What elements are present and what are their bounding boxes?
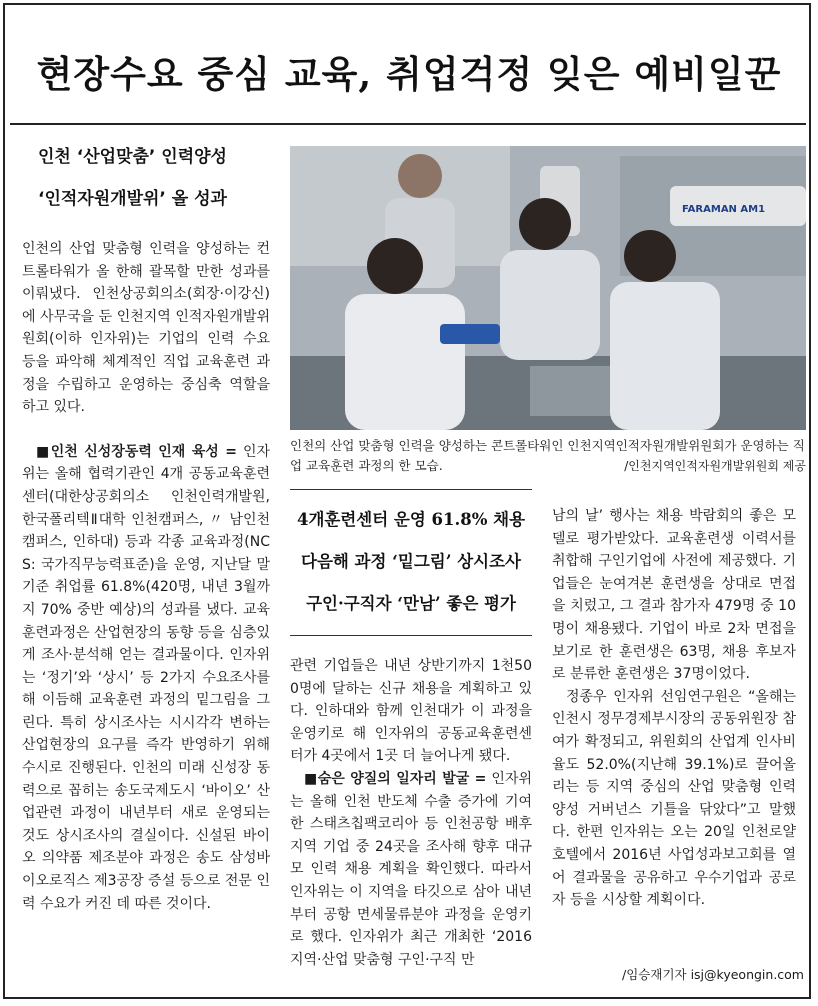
subhead-left [38, 136, 227, 220]
col1-para-1: 인천의 산업 맞춤형 인력을 양성하는 컨트롤타워가 올 한해 괄목할 만한 성과를 이뤄냈다. 인천상공회의소(회장·이강신)에 사무국을 둔 인천지역 인적자원개발위원회(이하 인자위)는 기업의 인력 수요 등을 파악해 체계적인 직업 교육훈련 과정을 수립하고 운영하는 중심축 역할을 하고 있다. [22, 241, 270, 416]
headline-rule [10, 123, 806, 125]
col2-section-heading: ■숨은 양질의 일자리 발굴 = [304, 770, 487, 787]
col2-para-1: 관련 기업들은 내년 상반기까지 1천500명에 달하는 신규 채용을 계획하고 있다. 인하대와 함께 인천대가 이 과정을 운영키로 해 인자위의 공동교육훈련센터가 4곳에서 1곳 더 늘어나게 됐다. [290, 658, 532, 765]
workshop-illustration [290, 146, 806, 430]
subhead-rule-top [290, 489, 532, 490]
robot-label: FARAMAN AM1 [682, 204, 766, 215]
subhead-mid-line-3: 구인·구직자 ‘만남’ 좋은 평가 [306, 594, 516, 613]
column-3 [552, 505, 796, 912]
col2-para-2-body: 인자위는 올해 인천 반도체 수출 증가에 기여한 스태츠칩팩코리아 등 인천공항 배후지역 기업 중 24곳을 조사해 향후 대규모 인력 채용 계획을 확인했다. 따라서 인자위는 이 지역을 타깃으로 삼아 내년부터 공항 면세물류분야 과정을 운영키로 했다. 인자위가 최근 개최한 ‘2016 지역·산업 맞춤형 구인·구직 만 [290, 770, 532, 968]
caption-text: 인천의 산업 맞춤형 인력을 양성하는 콘트롤타워인 인천지역인적자원개발위원회가 운영하는 직업 교육훈련 과정의 한 모습. [290, 438, 805, 473]
column-1 [22, 238, 270, 915]
news-photo [290, 146, 806, 430]
col1-para-2-body: 인자위는 올해 협력기관인 4개 공동교육훈련센터(대한상공회의소 인천인력개발원, 한국폴리텍Ⅱ대학 인천캠퍼스, 〃 남인천캠퍼스, 인하대) 등과 각종 교육과정(NCS: 국가직무능력표준)을 운영, 지난달 말 기준 취업률 61.8%(420명, 내년 3월까지 70% 중반 예상)의 성과를 냈다. 교육훈련과정은 산업현장의 동향 등을 심층있게 조사·분석해 얻는 결과물이다. 인자위는 ‘정기’와 ‘상시’ 등 2가지 수요조사를 해 이듬해 교육훈련 과정의 밑그림을 그린다. 특히 상시조사는 시시각각 변하는 산업현장의 요구를 즉각 반영하기 위해 수시로 진행된다. 인천의 미래 신성장 동력으로 꼽히는 송도국제도시 ‘바이오’ 산업관련 과정이 내년부터 새로 운영되는 것도 상시조사의 결실이다. 신설된 바이오 의약품 제조분야 과정은 송도 삼성바이오로직스 제3공장 증설 등으로 전문 인력 수요가 커진 데 따른 것이다. [22, 443, 270, 912]
col3-para-2: 정종우 인자위 선임연구원은 “올해는 인천시 정무경제부시장의 공동위원장 참여가 확정되고, 위원회의 산업계 인사비율도 52.0%(지난해 39.1%)로 끌어올리는 등 지역 중심의 산업 맞춤형 인력 양성 거버넌스 기틀을 닦았다”고 말했다. 한편 인자위는 오는 20일 인천로얄호텔에서 2016년 사업성과보고회를 열어 결과물을 공유하고 우수기업과 공로자 등을 시상할 계획이다. [552, 688, 796, 909]
subhead-left-line-2: ‘인적자원개발위’ 올 성과 [38, 189, 227, 209]
subhead-mid-line-2: 다음해 과정 ‘밑그림’ 상시조사 [301, 552, 521, 571]
col1-section-heading: ■인천 신성장동력 인재 육성 = [36, 443, 237, 460]
photo-credit: /인천지역인적자원개발위원회 제공 [624, 459, 806, 473]
subhead-left-line-1: 인천 ‘산업맞춤’ 인력양성 [38, 147, 227, 167]
column-2 [290, 655, 532, 971]
byline: /임승재기자 isj@kyeongin.com [622, 967, 804, 982]
col2-para-2 [290, 768, 532, 971]
headline: 현장수요 중심 교육, 취업걱정 잊은 예비일꾼 [36, 52, 782, 96]
photo-caption [290, 436, 806, 476]
col3-para-1: 남의 날’ 행사는 채용 박람회의 좋은 모델로 평가받았다. 교육훈련생 이력서를 취합해 구인기업에 사전에 제공했다. 기업들은 눈여겨본 훈련생을 상대로 면접을 치렀고, 그 결과 참가자 479명 중 10명이 채용됐다. 기업이 바로 2차 면접을 보기로 한 훈련생은 63명, 채용 후보자로 분류한 훈련생은 37명이었다. [552, 508, 796, 683]
subhead-mid-line-1: 4개훈련센터 운영 61.8% 채용 [296, 510, 526, 529]
col1-para-2 [22, 441, 270, 915]
subhead-mid [290, 499, 532, 625]
subhead-rule-bottom [290, 635, 532, 636]
